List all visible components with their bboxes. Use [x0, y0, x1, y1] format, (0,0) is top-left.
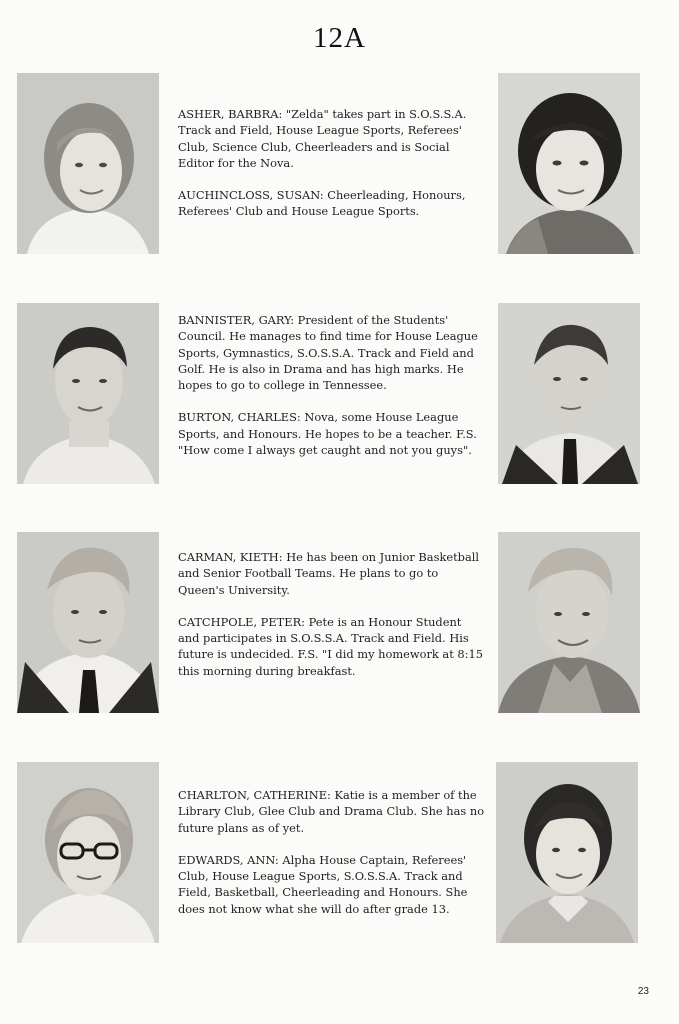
bio-text-block-2: [178, 312, 486, 474]
bio-text-block-3: [178, 549, 486, 695]
portrait-photo-burton: [498, 303, 640, 484]
page-title: 12A: [313, 22, 366, 54]
bio-burton: BURTON, CHARLES: Nova, some House League Sports, and Honours. He hopes to be a teacher. F.S. "How come I always get caught and not you guys".: [178, 410, 477, 458]
page-number: 23: [637, 986, 649, 997]
bio-text-block-1: [178, 106, 486, 236]
bio-carman: CARMAN, KIETH: He has been on Junior Basketball and Senior Football Teams. He plans to go to Queen's University.: [178, 550, 480, 597]
bio-text-block-4: [178, 787, 486, 933]
portrait-photo-catchpole: [498, 532, 640, 713]
portrait-photo-auchincloss: [498, 73, 640, 254]
bio-charlton: CHARLTON, CATHERINE: Katie is a member of the Library Club, Glee Club and Drama Club. She has no future plans as of yet.: [178, 788, 485, 835]
bio-catchpole: CATCHPOLE, PETER: Pete is an Honour Student and participates in S.O.S.S.A. Track and Field. His future is undecided. F.S. "I did my homework at 8:15 this morning during breakfast.: [178, 614, 484, 678]
bio-bannister: BANNISTER, GARY: President of the Students' Council. He manages to find time for House League Sports, Gymnastics, S.O.S.S.A. Track and Field and Golf. He is also in Drama and has high marks. He hopes to go to college in Tennessee.: [178, 313, 478, 393]
bio-edwards: EDWARDS, ANN: Alpha House Captain, Referees' Club, House League Sports, S.O.S.S.A. Track and Field, Basketball, Cheerleading and Honours. She does not know what she will do after grade 13.: [178, 852, 468, 916]
portrait-photo-asher: [17, 73, 159, 254]
bio-auchincloss: AUCHINCLOSS, SUSAN: Cheerleading, Honours, Referees' Club and House League Sports.: [178, 188, 466, 219]
portrait-photo-carman: [17, 532, 159, 713]
portrait-photo-charlton: [17, 762, 159, 943]
bio-asher: ASHER, BARBRA: "Zelda" takes part in S.O.S.S.A. Track and Field, House League Sports, Referees' Club, Science Club, Cheerleaders and is Social Editor for the Nova.: [178, 107, 467, 170]
portrait-photo-edwards: [496, 762, 638, 943]
portrait-photo-bannister: [17, 303, 159, 484]
